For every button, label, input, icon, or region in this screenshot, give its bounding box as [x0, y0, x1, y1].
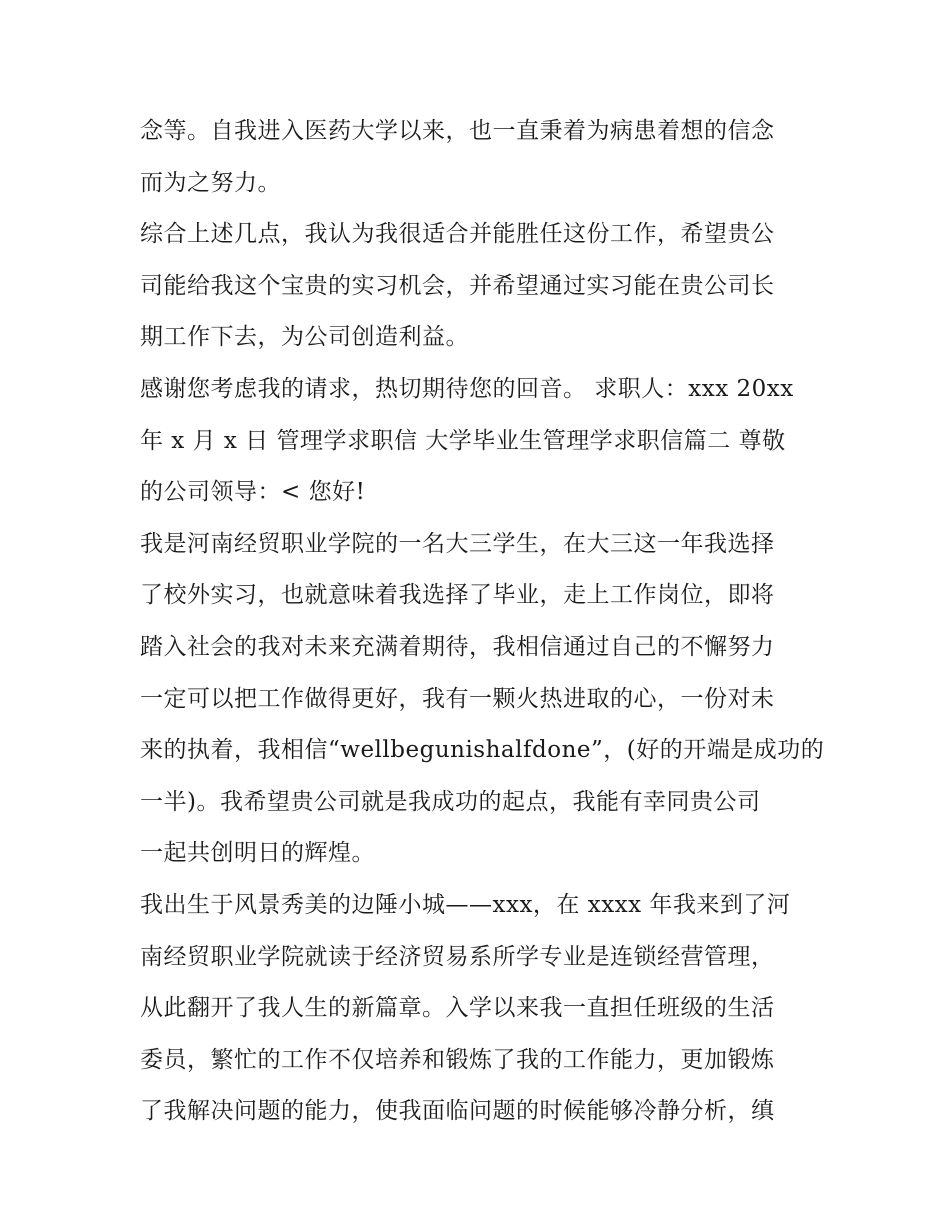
text-line: 期工作下去，为公司创造利益。 [140, 324, 469, 351]
text-line: 南经贸职业学院就读于经济贸易系所学专业是连锁经营管理， [140, 943, 775, 970]
text-line: 而为之努力。 [140, 169, 281, 196]
text-line: 年 x 月 x 日 管理学求职信 大学毕业生管理学求职信篇二 尊敬 [140, 427, 786, 454]
text-line: 司能给我这个宝贵的实习机会，并希望通过实习能在贵公司长 [140, 272, 775, 299]
text-line: 了校外实习，也就意味着我选择了毕业，走上工作岗位，即将 [140, 582, 775, 609]
text-line: 我出生于风景秀美的边陲小城——xxx，在 xxxx 年我来到了河 [140, 891, 791, 918]
text-line: 一定可以把工作做得更好，我有一颗火热进取的心，一份对未 [140, 685, 775, 712]
text-line: 来的执着，我相信“wellbegunishalfdone”，(好的开端是成功的 [140, 737, 825, 764]
document-body [140, 106, 830, 1138]
text-line: 我是河南经贸职业学院的一名大三学生，在大三这一年我选择 [140, 530, 775, 557]
text-line: 的公司领导：< 您好! [140, 479, 366, 506]
text-line: 一半)。我希望贵公司就是我成功的起点，我能有幸同贵公司 [140, 788, 761, 815]
text-line: 综合上述几点，我认为我很适合并能胜任这份工作，希望贵公 [140, 221, 775, 248]
text-line: 感谢您考虑我的请求，热切期待您的回音。 求职人：xxx 20xx [140, 375, 794, 402]
text-line: 一起共创明日的辉煌。 [140, 840, 375, 867]
text-line: 委员，繁忙的工作不仅培养和锻炼了我的工作能力，更加锻炼 [140, 1046, 775, 1073]
text-line: 踏入社会的我对未来充满着期待，我相信通过自己的不懈努力 [140, 633, 775, 660]
text-line: 念等。自我进入医药大学以来，也一直秉着为病患着想的信念 [140, 118, 775, 144]
text-line: 了我解决问题的能力，使我面临问题的时候能够冷静分析，缜 [140, 1098, 775, 1125]
text-line: 从此翻开了我人生的新篇章。入学以来我一直担任班级的生活 [140, 995, 775, 1022]
